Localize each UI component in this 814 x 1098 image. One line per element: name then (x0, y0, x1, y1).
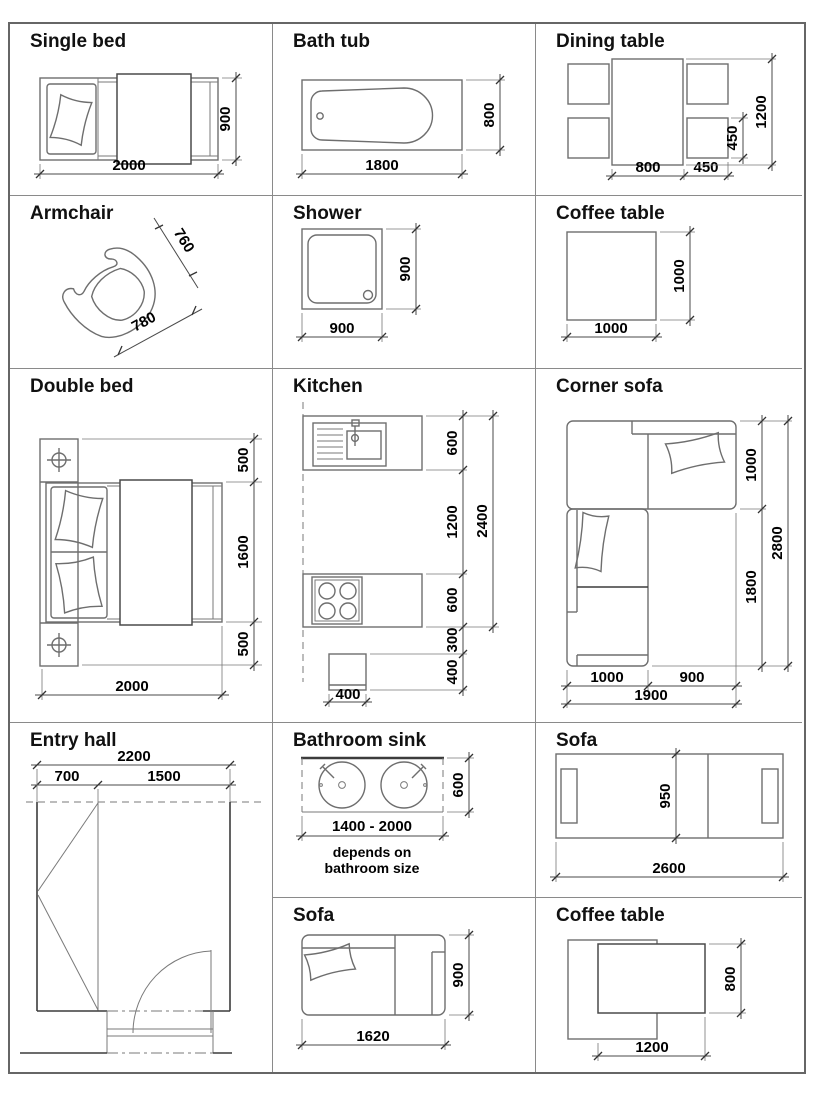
dim-entry-hall-splits (31, 768, 236, 802)
dim-label: 1200 (635, 1039, 669, 1056)
dim-label: 500 (235, 447, 252, 473)
cell-title-entry-hall: Entry hall (30, 730, 117, 751)
dim-kitchen-total-depth (474, 410, 497, 633)
cell-title-kitchen: Kitchen (293, 376, 363, 397)
dim-label: 400 (444, 659, 461, 685)
cell-title-bathroom-sink: Bathroom sink (293, 730, 427, 751)
dim-label: 2600 (652, 860, 686, 877)
cell-title-corner-sofa: Corner sofa (556, 376, 663, 397)
dim-label: 760 (169, 225, 198, 256)
dining-table-plan (568, 59, 728, 165)
dim-label: 2400 (474, 504, 491, 538)
dim-kitchen-stool-width (323, 686, 372, 707)
double-bed-drawing (10, 369, 273, 723)
dim-label: 400 (335, 686, 361, 703)
dimension-grid (8, 22, 806, 1074)
dim-label: 900 (397, 256, 414, 282)
dim-label: 900 (217, 106, 234, 132)
entry-hall-plan (20, 802, 266, 1053)
cell-dining-table (536, 24, 802, 196)
cell-title-sofa-small: Sofa (293, 905, 335, 926)
cell-kitchen (273, 369, 536, 723)
dim-label: 800 (635, 159, 661, 176)
kitchen-drawing (273, 369, 536, 723)
dim-corner-sofa-right (652, 415, 792, 672)
dim-label: 2200 (117, 748, 151, 765)
cell-title-single-bed: Single bed (30, 31, 127, 52)
dim-label: 780 (128, 308, 159, 336)
cell-single-bed (10, 24, 273, 196)
cell-corner-sofa (536, 369, 802, 723)
dim-label: 600 (444, 587, 461, 613)
cell-sofa-small (273, 898, 536, 1072)
door (133, 950, 211, 1033)
corner-sofa-drawing (536, 369, 802, 723)
single-bed-plan (40, 74, 218, 164)
pillow (50, 95, 92, 145)
cell-coffee-table-large (536, 898, 802, 1072)
dim-kitchen-depths (370, 410, 499, 696)
cell-title-armchair: Armchair (30, 203, 114, 224)
dim-label: 1200 (753, 95, 770, 129)
cell-title-bath-tub: Bath tub (293, 31, 371, 52)
bathroom-sink-plan (301, 758, 444, 812)
dim-dining-total-depth (686, 53, 776, 171)
pillow (665, 433, 724, 474)
armchair-plan (56, 238, 172, 353)
entry-hall-drawing (10, 723, 273, 1072)
cell-entry-hall (10, 723, 273, 1072)
dim-armchair-width (114, 306, 202, 357)
cell-double-bed (10, 369, 273, 723)
bathroom-sink-note (325, 844, 420, 876)
dim-label: 1400 - 2000 (331, 818, 413, 835)
double-bed-plan (40, 439, 222, 666)
pillow (575, 512, 609, 571)
dim-bathroom-sink-width (296, 816, 449, 841)
dim-label: 1000 (590, 669, 624, 686)
dim-label: 700 (54, 768, 80, 785)
pillow (305, 944, 356, 980)
note-line: bathroom size (324, 860, 420, 876)
cell-sofa-large (536, 723, 802, 898)
dim-label: 900 (679, 669, 705, 686)
dim-label: 900 (329, 320, 355, 337)
dim-label: 900 (450, 962, 467, 988)
dim-label: 1500 (147, 768, 181, 785)
cell-title-shower: Shower (293, 203, 362, 224)
dim-label: 450 (724, 125, 741, 151)
bath-tub-plan (302, 80, 462, 150)
dim-label: 1800 (743, 570, 760, 604)
dim-label: 2000 (112, 157, 146, 174)
dim-shower-depth (386, 223, 421, 315)
dim-coffee-large-depth (709, 938, 746, 1019)
dim-label: 450 (693, 159, 719, 176)
faucet (352, 420, 359, 446)
kitchen-plan (303, 402, 422, 690)
dim-sofa-large-depth (657, 748, 680, 844)
dim-label: 1800 (365, 157, 399, 174)
dim-bathroom-sink-depth (447, 752, 474, 818)
dim-label: 800 (481, 102, 498, 128)
dim-label: 1000 (671, 259, 688, 293)
dim-label: 500 (235, 631, 252, 657)
dim-label: 600 (450, 772, 467, 798)
shower-plan (302, 229, 382, 309)
cell-armchair (10, 196, 273, 369)
dim-dining-table-widths (606, 159, 734, 180)
cell-title-dining-table: Dining table (556, 31, 665, 52)
lamp-bottom (47, 633, 71, 657)
coffee-table-small-plan (567, 232, 656, 320)
dim-label: 1000 (743, 448, 760, 482)
dim-shower-width (296, 313, 388, 342)
cell-title-coffee-table-small: Coffee table (556, 203, 665, 224)
cell-bathroom-sink (273, 723, 536, 898)
dim-corner-sofa-bottom (561, 513, 742, 708)
dim-sofa-large-width (550, 842, 789, 882)
dim-label: 1200 (444, 505, 461, 539)
dim-single-bed-depth (217, 72, 242, 166)
dim-armchair-depth (154, 218, 198, 288)
cell-bath-tub (273, 24, 536, 196)
cell-coffee-table-small (536, 196, 802, 369)
dim-sofa-small-depth (449, 929, 474, 1021)
dim-label: 950 (657, 783, 674, 809)
dim-sofa-small-width (296, 1019, 451, 1050)
coffee-table-large-plan (568, 940, 705, 1039)
note-line: depends on (332, 844, 412, 860)
corner-sofa-plan (567, 421, 736, 666)
dim-label: 1000 (594, 320, 628, 337)
cell-title-coffee-table-large: Coffee table (556, 905, 665, 926)
dim-label: 1620 (356, 1028, 390, 1045)
cell-shower (273, 196, 536, 369)
dim-bath-tub-width (296, 154, 468, 179)
sofa-small-plan (302, 935, 445, 1015)
basin-right (381, 762, 427, 808)
dim-coffee-small-depth (660, 226, 695, 326)
dim-label: 1600 (235, 535, 252, 569)
dim-bath-tub-depth (466, 74, 505, 156)
basin-left (319, 762, 365, 808)
dim-label: 2000 (115, 678, 149, 695)
cell-title-sofa-large: Sofa (556, 730, 598, 751)
pillow (55, 491, 103, 548)
dim-label: 800 (722, 966, 739, 992)
dim-label: 1900 (634, 687, 668, 704)
pillow (56, 557, 102, 613)
dim-label: 300 (444, 627, 461, 653)
dim-label: 600 (444, 430, 461, 456)
dim-double-bed-width (35, 626, 229, 700)
dim-label: 2800 (769, 526, 786, 560)
cell-title-double-bed: Double bed (30, 376, 134, 397)
lamp-top (47, 448, 71, 472)
dim-coffee-small-width (561, 320, 662, 342)
